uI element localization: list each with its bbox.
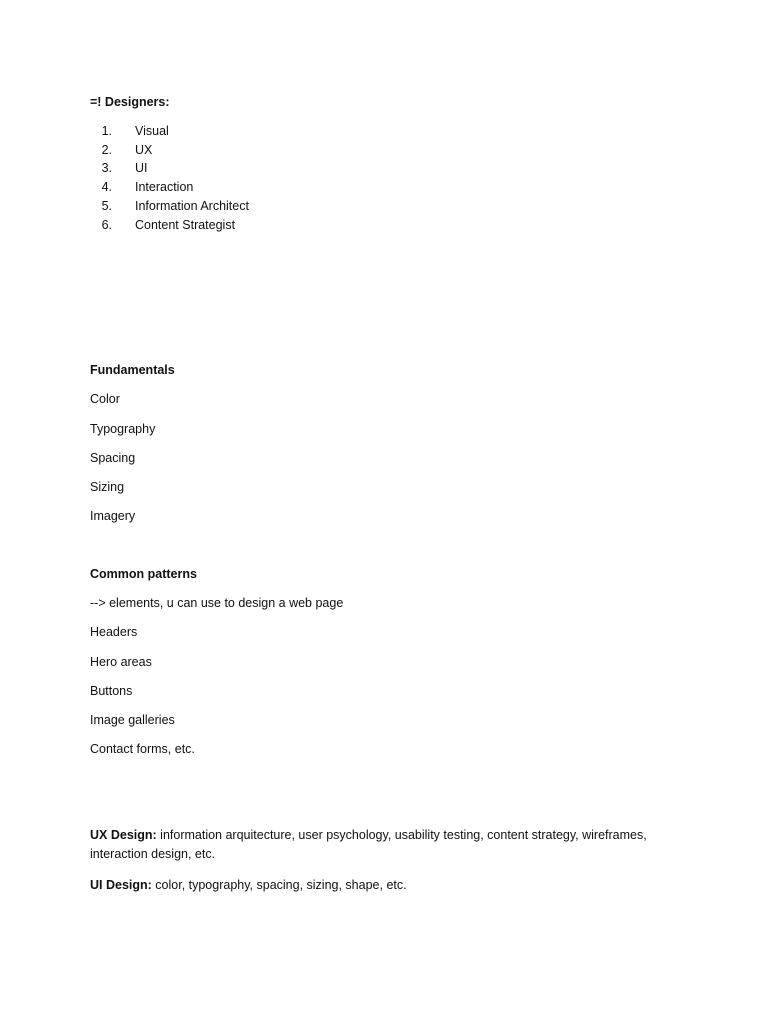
- ui-design-text: color, typography, spacing, sizing, shape, etc.: [151, 878, 407, 892]
- list-item-label: Interaction: [135, 180, 194, 194]
- fundamentals-item-sizing: Sizing: [90, 480, 125, 494]
- common-patterns-heading: Common patterns: [90, 567, 197, 581]
- list-item-label: Visual: [135, 124, 169, 138]
- list-item: [90, 179, 390, 195]
- pattern-item-headers: Headers: [90, 625, 138, 639]
- pattern-item-contact-forms: Contact forms, etc.: [90, 742, 195, 756]
- list-item-number: 4.: [101, 180, 112, 194]
- list-item: [90, 142, 390, 158]
- ux-design-label: UX Design:: [90, 828, 157, 842]
- list-item-number: 6.: [101, 218, 112, 232]
- list-item-number: 5.: [101, 199, 112, 213]
- fundamentals-item-color: Color: [90, 392, 120, 406]
- pattern-item-hero-areas: Hero areas: [90, 655, 152, 669]
- list-item-label: UI: [135, 161, 148, 175]
- list-item: [90, 160, 390, 176]
- fundamentals-heading: Fundamentals: [90, 363, 175, 377]
- fundamentals-item-typography: Typography: [90, 422, 156, 436]
- ux-design-paragraph: [90, 826, 690, 864]
- ui-design-paragraph: [90, 876, 690, 895]
- list-item-number: 3.: [101, 161, 112, 175]
- list-item-label: Information Architect: [135, 199, 249, 213]
- designers-heading: =! Designers:: [90, 95, 170, 109]
- common-patterns-intro: --> elements, u can use to design a web page: [90, 596, 344, 610]
- list-item-label: Content Strategist: [135, 218, 236, 232]
- list-item: [90, 217, 390, 233]
- list-item: [90, 198, 390, 214]
- ui-design-label: UI Design:: [90, 878, 152, 892]
- list-item: [90, 123, 390, 139]
- pattern-item-image-galleries: Image galleries: [90, 713, 175, 727]
- list-item-number: 2.: [101, 143, 112, 157]
- list-item-label: UX: [135, 143, 153, 157]
- list-item-number: 1.: [101, 124, 112, 138]
- ux-design-text: information arquitecture, user psychology, usability testing, content strategy, wireframes, interaction design, etc.: [90, 828, 647, 861]
- fundamentals-item-spacing: Spacing: [90, 451, 136, 465]
- pattern-item-buttons: Buttons: [90, 684, 133, 698]
- fundamentals-item-imagery: Imagery: [90, 509, 136, 523]
